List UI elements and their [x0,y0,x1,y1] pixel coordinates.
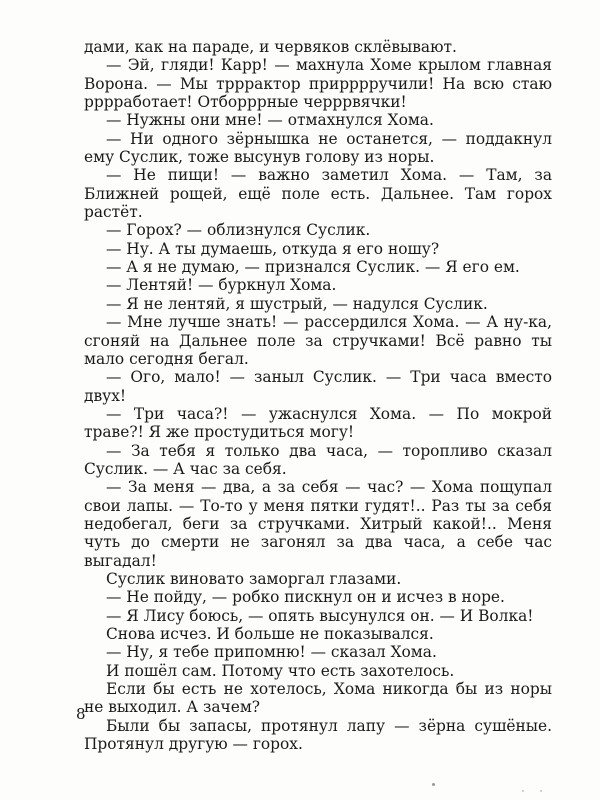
paragraph: — Не пищи! — важно заметил Хома. — Там, за Ближней рощей, ещё поле есть. Дальнее. Там горох растёт. [84,166,552,222]
paragraph: — За меня — два, а за себя — час? — Хома пощупал свои лапы. — То-то у меня пятки гудят!.. Раз ты за себя недобегал, беги за стручками. Хитрый какой!.. Меня чуть до смерти не загонял за два часа, а себе час выгадал! [84,478,552,570]
paragraph: Суслик виновато заморгал глазами. [106,569,402,588]
paragraph: — Я не лентяй, я шустрый, — надулся Суслик. [106,294,488,313]
paragraph: — Ну. А ты думаешь, откуда я его ношу? [106,239,440,258]
paragraph: Были бы запасы, протянул лапу — зёрна сушёные. Протянул другую — горох. [84,716,552,754]
paragraph: — Ну, я тебе припомню! — сказал Хома. [106,643,437,662]
body-text [84,38,552,753]
paragraph: — Ого, мало! — заныл Суслик. — Три часа вместо двух! [84,368,552,405]
page-number: 8 [76,705,86,723]
paragraph: дами, как на параде, и червяков склёвывают. [84,38,457,56]
paragraph: — Я Лису боюсь, — опять высунулся он. — И Волка! [106,606,534,625]
scan-speck [522,790,524,792]
paragraph: Если бы есть не хотелось, Хома никогда бы из норы не выходил. А зачем? [84,680,552,717]
paragraph: — Не пойду, — робко пискнул он и исчез в норе. [106,588,505,607]
paragraph: — Эй, гляди! Карр! — махнула Хоме крылом главная Ворона. — Мы трррактор прирррручили! На всю стаю рррработает! Отборррные черррвячки! [84,56,552,112]
paragraph: — Горох? — облизнулся Суслик. [106,221,371,240]
paragraph: — Три часа?! — ужаснулся Хома. — По мокрой траве?! Я же простудиться могу! [84,404,552,442]
paragraph: Снова исчез. И больше не показывался. [106,625,434,643]
paragraph: — Лентяй! — буркнул Хома. [106,276,337,295]
paragraph: — Нужны они мне! — отмахнулся Хома. [106,111,434,130]
paragraph: — А я не думаю, — признался Суслик. — Я его ем. [106,258,520,277]
paragraph: — Ни одного зёрнышка не останется, — поддакнул ему Суслик, тоже высунув голову из норы. [84,129,552,167]
paragraph: — За тебя я только два часа, — торопливо сказал Суслик. — А час за себя. [84,441,552,478]
paragraph: И пошёл сам. Потому что есть захотелось. [106,661,455,680]
paragraph: — Мне лучше знать! — рассердился Хома. — А ну-ка, сгоняй на Дальнее поле за стручками! Всё равно ты мало сегодня бегал. [84,313,552,368]
scan-speck [432,783,435,786]
scan-speck [540,790,542,792]
